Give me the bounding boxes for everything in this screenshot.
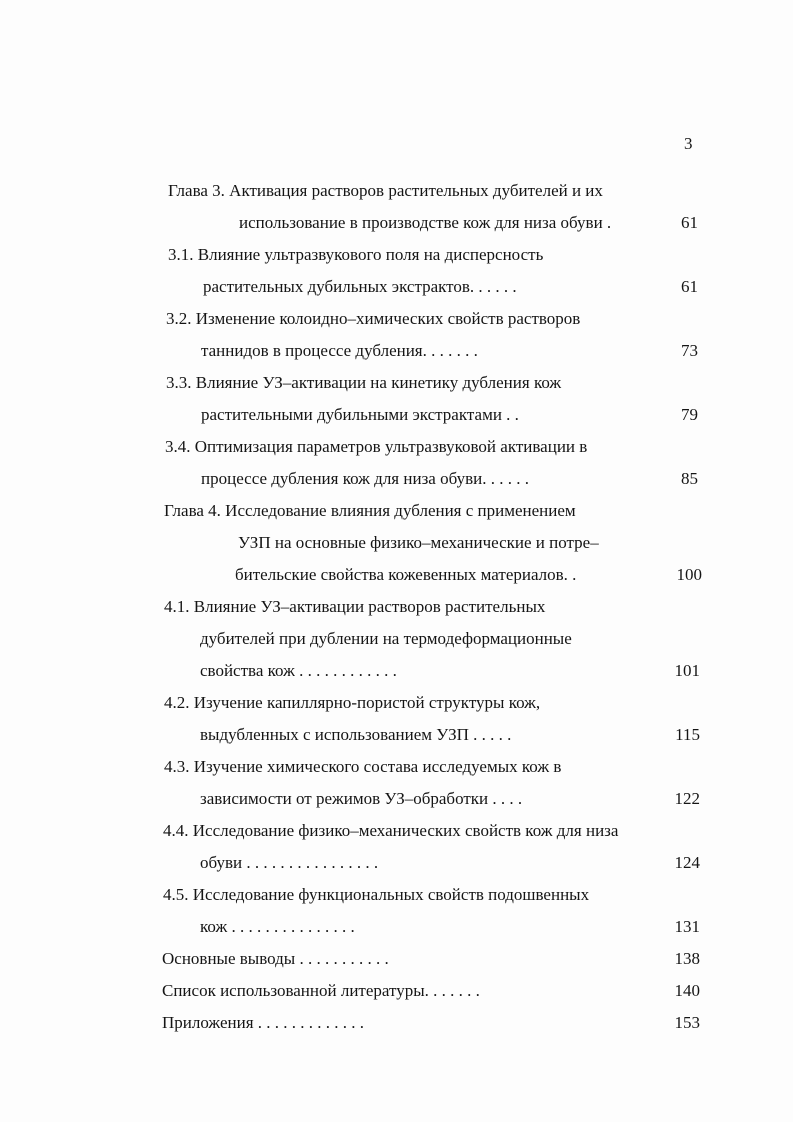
toc-section-4-1-line-2: дубителей при дублении на термодеформационные: [200, 629, 572, 648]
toc-page-number: 138: [674, 949, 700, 968]
toc-chapter-4-line-1: Глава 4. Исследование влияния дубления с применением: [164, 501, 576, 520]
toc-conclusions: Основные выводы . . . . . . . . . . .: [162, 949, 389, 968]
toc-section-3-1-line-2: растительных дубильных экстрактов. . . . . .: [203, 277, 517, 296]
toc-page-number: 79: [681, 405, 698, 424]
toc-page-number: 101: [674, 661, 700, 680]
toc-page-number: 61: [681, 277, 698, 296]
toc-page-number: 122: [674, 789, 700, 808]
toc-page-number: 124: [674, 853, 700, 872]
toc-section-4-1-line-1: 4.1. Влияние УЗ–активации растворов растительных: [164, 597, 546, 616]
toc-chapter-4-line-3: бительские свойства кожевенных материалов. .: [235, 565, 577, 584]
toc-section-4-3-line-1: 4.3. Изучение химического состава исследуемых кож в: [164, 757, 562, 776]
toc-chapter-3-line-2: использование в производстве кож для низа обуви .: [239, 213, 612, 232]
toc-section-4-5-line-2: кож . . . . . . . . . . . . . . .: [200, 917, 355, 936]
toc-section-4-4-line-1: 4.4. Исследование физико–механических свойств кож для низа: [163, 821, 619, 840]
toc-appendices: Приложения . . . . . . . . . . . . .: [162, 1013, 365, 1032]
toc-section-4-4-line-2: обуви . . . . . . . . . . . . . . . .: [200, 853, 379, 872]
toc-page-number: 131: [674, 917, 700, 936]
toc-section-4-2-line-2: выдубленных с использованием УЗП . . . . .: [200, 725, 512, 744]
toc-page-number: 100: [676, 565, 702, 584]
toc-page-number: 115: [675, 725, 700, 744]
toc-page-number: 140: [674, 981, 700, 1000]
toc-page-number: 85: [681, 469, 698, 488]
toc-bibliography: Список использованной литературы. . . . . . .: [162, 981, 480, 1000]
toc-section-4-5-line-1: 4.5. Исследование функциональных свойств подошвенных: [163, 885, 590, 904]
toc-chapter-4-line-2: УЗП на основные физико–механические и потре–: [238, 533, 599, 552]
toc-chapter-3-line-1: Глава 3. Активация растворов растительных дубителей и их: [168, 181, 603, 200]
toc-section-4-3-line-2: зависимости от режимов УЗ–обработки . . . .: [200, 789, 523, 808]
toc-section-3-3-line-1: 3.3. Влияние УЗ–активации на кинетику дубления кож: [166, 373, 562, 392]
toc-page-number: 61: [681, 213, 698, 232]
toc-section-3-2-line-1: 3.2. Изменение колоидно–химических свойств растворов: [166, 309, 581, 328]
toc-section-3-4-line-2: процессе дубления кож для низа обуви. . . . . .: [201, 469, 529, 488]
toc-page-number: 73: [681, 341, 698, 360]
toc-section-3-2-line-2: таннидов в процессе дубления. . . . . . .: [201, 341, 478, 360]
toc-page-number: 153: [674, 1013, 700, 1032]
page-number: 3: [684, 134, 693, 153]
toc-section-4-1-line-3: свойства кож . . . . . . . . . . . .: [200, 661, 397, 680]
toc-section-3-3-line-2: растительными дубильными экстрактами . .: [201, 405, 519, 424]
toc-section-4-2-line-1: 4.2. Изучение капиллярно-пористой структуры кож,: [164, 693, 541, 712]
toc-section-3-4-line-1: 3.4. Оптимизация параметров ультразвуковой активации в: [165, 437, 588, 456]
toc-section-3-1-line-1: 3.1. Влияние ультразвукового поля на дисперсность: [168, 245, 544, 264]
